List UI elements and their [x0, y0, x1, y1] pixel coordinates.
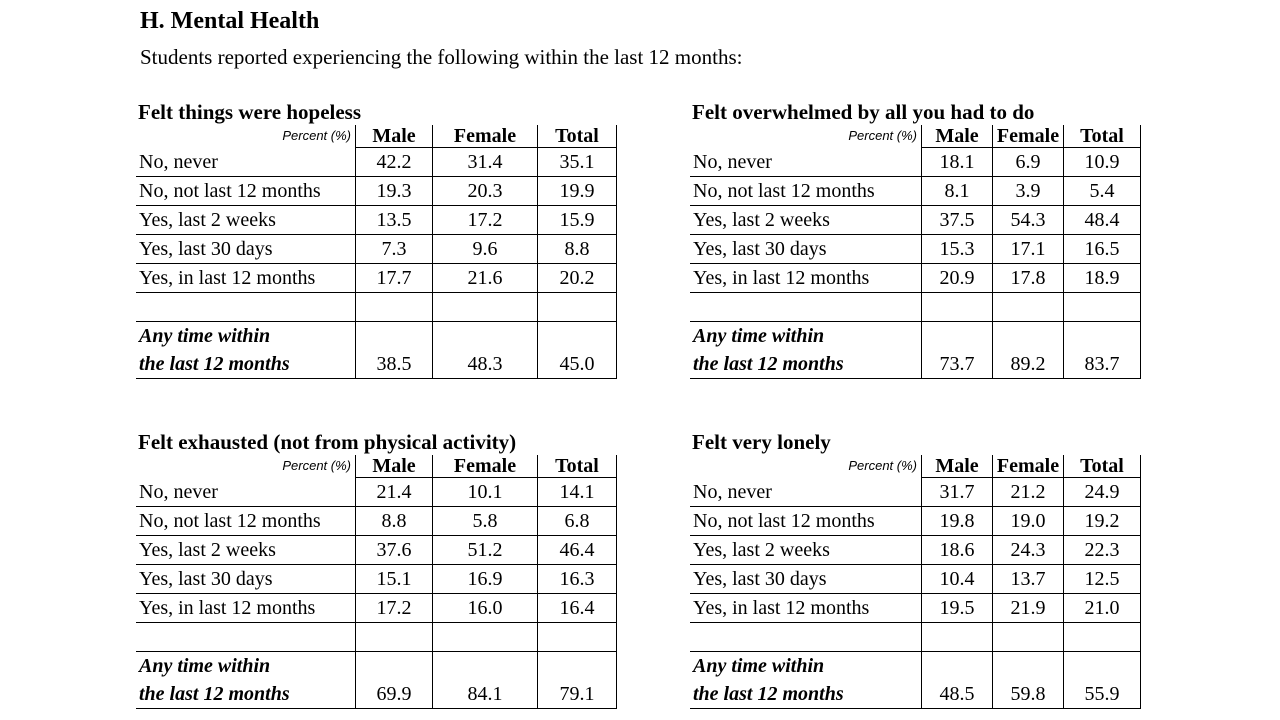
male-value: 48.5 — [922, 652, 993, 709]
male-value: 8.8 — [356, 507, 433, 536]
total-value: 8.8 — [538, 235, 617, 264]
section-subtitle: Students reported experiencing the following within the last 12 months: — [140, 45, 743, 69]
row-label: Yes, in last 12 months — [136, 594, 356, 623]
male-value: 15.3 — [922, 235, 993, 264]
blank-row — [690, 293, 1141, 322]
male-value: 21.4 — [356, 478, 433, 507]
row-label: No, not last 12 months — [690, 507, 922, 536]
female-value: 3.9 — [993, 177, 1064, 206]
total-value: 46.4 — [538, 536, 617, 565]
any-time-label: Any time within the last 12 months — [690, 322, 922, 379]
total-header: Total — [1064, 455, 1141, 478]
table-row — [690, 536, 1141, 565]
total-value: 45.0 — [538, 322, 617, 379]
female-value: 5.8 — [433, 507, 538, 536]
table-row — [690, 264, 1141, 293]
male-header: Male — [356, 125, 433, 148]
table-row — [690, 478, 1141, 507]
female-value: 51.2 — [433, 536, 538, 565]
table-row — [690, 148, 1141, 177]
blank-row — [690, 623, 1141, 652]
total-value: 5.4 — [1064, 177, 1141, 206]
table-row — [136, 565, 617, 594]
total-value: 83.7 — [1064, 322, 1141, 379]
any-time-row — [136, 652, 617, 709]
section-title: H. Mental Health — [140, 8, 320, 34]
total-value: 35.1 — [538, 148, 617, 177]
male-value: 13.5 — [356, 206, 433, 235]
row-label: No, never — [690, 478, 922, 507]
table-row — [690, 206, 1141, 235]
female-value: 13.7 — [993, 565, 1064, 594]
total-value: 24.9 — [1064, 478, 1141, 507]
female-value: 9.6 — [433, 235, 538, 264]
male-value: 38.5 — [356, 322, 433, 379]
female-header: Female — [993, 455, 1064, 478]
data-table — [136, 125, 617, 379]
table-block-exhausted — [136, 429, 617, 709]
male-value: 69.9 — [356, 652, 433, 709]
row-label: No, never — [690, 148, 922, 177]
male-value: 20.9 — [922, 264, 993, 293]
total-value: 19.2 — [1064, 507, 1141, 536]
any-time-row — [690, 652, 1141, 709]
male-value: 15.1 — [356, 565, 433, 594]
total-value: 48.4 — [1064, 206, 1141, 235]
row-label: Yes, last 30 days — [136, 565, 356, 594]
male-header: Male — [922, 455, 993, 478]
percent-header: Percent (%) — [282, 458, 351, 474]
total-value: 16.3 — [538, 565, 617, 594]
table-block-lonely — [690, 429, 1141, 709]
row-label: Yes, last 30 days — [690, 235, 922, 264]
table-row — [690, 507, 1141, 536]
data-table — [690, 455, 1141, 709]
male-header: Male — [356, 455, 433, 478]
female-value: 10.1 — [433, 478, 538, 507]
total-value: 10.9 — [1064, 148, 1141, 177]
percent-header: Percent (%) — [848, 458, 917, 474]
row-label: No, not last 12 months — [690, 177, 922, 206]
any-time-row — [690, 322, 1141, 379]
female-value: 89.2 — [993, 322, 1064, 379]
male-value: 17.2 — [356, 594, 433, 623]
row-label: Yes, last 30 days — [136, 235, 356, 264]
total-value: 18.9 — [1064, 264, 1141, 293]
table-title: Felt very lonely — [692, 430, 831, 454]
row-label: No, not last 12 months — [136, 507, 356, 536]
table-row — [690, 565, 1141, 594]
male-header: Male — [922, 125, 993, 148]
female-header: Female — [993, 125, 1064, 148]
female-value: 17.2 — [433, 206, 538, 235]
female-value: 20.3 — [433, 177, 538, 206]
percent-header: Percent (%) — [848, 128, 917, 144]
table-row — [136, 507, 617, 536]
table-row — [136, 206, 617, 235]
row-label: Yes, in last 12 months — [136, 264, 356, 293]
female-header: Female — [433, 455, 538, 478]
table-row — [690, 235, 1141, 264]
female-value: 84.1 — [433, 652, 538, 709]
male-value: 19.3 — [356, 177, 433, 206]
row-label: Yes, last 2 weeks — [136, 206, 356, 235]
female-value: 6.9 — [993, 148, 1064, 177]
total-value: 16.5 — [1064, 235, 1141, 264]
total-value: 55.9 — [1064, 652, 1141, 709]
table-row — [136, 264, 617, 293]
female-value: 48.3 — [433, 322, 538, 379]
table-block-overwhelmed — [690, 99, 1141, 379]
total-value: 20.2 — [538, 264, 617, 293]
total-value: 14.1 — [538, 478, 617, 507]
row-label: Yes, last 2 weeks — [690, 206, 922, 235]
male-value: 18.6 — [922, 536, 993, 565]
total-header: Total — [538, 125, 617, 148]
data-table — [690, 125, 1141, 379]
male-value: 7.3 — [356, 235, 433, 264]
row-label: Yes, in last 12 months — [690, 594, 922, 623]
female-value: 16.0 — [433, 594, 538, 623]
female-value: 24.3 — [993, 536, 1064, 565]
male-value: 37.5 — [922, 206, 993, 235]
row-label: Yes, last 2 weeks — [690, 536, 922, 565]
any-time-label: Any time within the last 12 months — [136, 652, 356, 709]
table-row — [136, 536, 617, 565]
female-value: 19.0 — [993, 507, 1064, 536]
table-row — [690, 177, 1141, 206]
table-row — [136, 148, 617, 177]
table-title: Felt overwhelmed by all you had to do — [692, 100, 1035, 124]
table-row — [136, 235, 617, 264]
male-value: 19.5 — [922, 594, 993, 623]
any-time-label: Any time within the last 12 months — [690, 652, 922, 709]
male-value: 42.2 — [356, 148, 433, 177]
female-value: 31.4 — [433, 148, 538, 177]
total-value: 6.8 — [538, 507, 617, 536]
percent-header: Percent (%) — [282, 128, 351, 144]
row-label: No, never — [136, 478, 356, 507]
table-row — [136, 594, 617, 623]
blank-row — [136, 623, 617, 652]
male-value: 19.8 — [922, 507, 993, 536]
total-header: Total — [538, 455, 617, 478]
table-title: Felt exhausted (not from physical activity) — [138, 430, 517, 454]
female-header: Female — [433, 125, 538, 148]
total-value: 15.9 — [538, 206, 617, 235]
table-block-hopeless — [136, 99, 617, 379]
male-value: 73.7 — [922, 322, 993, 379]
female-value: 21.2 — [993, 478, 1064, 507]
row-label: Yes, in last 12 months — [690, 264, 922, 293]
male-value: 18.1 — [922, 148, 993, 177]
female-value: 21.6 — [433, 264, 538, 293]
blank-row — [136, 293, 617, 322]
female-value: 16.9 — [433, 565, 538, 594]
row-label: Yes, last 2 weeks — [136, 536, 356, 565]
male-value: 10.4 — [922, 565, 993, 594]
total-value: 12.5 — [1064, 565, 1141, 594]
female-value: 21.9 — [993, 594, 1064, 623]
total-value: 22.3 — [1064, 536, 1141, 565]
male-value: 37.6 — [356, 536, 433, 565]
any-time-row — [136, 322, 617, 379]
total-value: 19.9 — [538, 177, 617, 206]
table-row — [136, 177, 617, 206]
row-label: Yes, last 30 days — [690, 565, 922, 594]
table-row — [690, 594, 1141, 623]
total-header: Total — [1064, 125, 1141, 148]
male-value: 31.7 — [922, 478, 993, 507]
row-label: No, not last 12 months — [136, 177, 356, 206]
female-value: 54.3 — [993, 206, 1064, 235]
male-value: 17.7 — [356, 264, 433, 293]
female-value: 59.8 — [993, 652, 1064, 709]
total-value: 21.0 — [1064, 594, 1141, 623]
data-table — [136, 455, 617, 709]
table-row — [136, 478, 617, 507]
total-value: 16.4 — [538, 594, 617, 623]
female-value: 17.1 — [993, 235, 1064, 264]
any-time-label: Any time within the last 12 months — [136, 322, 356, 379]
female-value: 17.8 — [993, 264, 1064, 293]
row-label: No, never — [136, 148, 356, 177]
table-title: Felt things were hopeless — [138, 100, 362, 124]
total-value: 79.1 — [538, 652, 617, 709]
male-value: 8.1 — [922, 177, 993, 206]
